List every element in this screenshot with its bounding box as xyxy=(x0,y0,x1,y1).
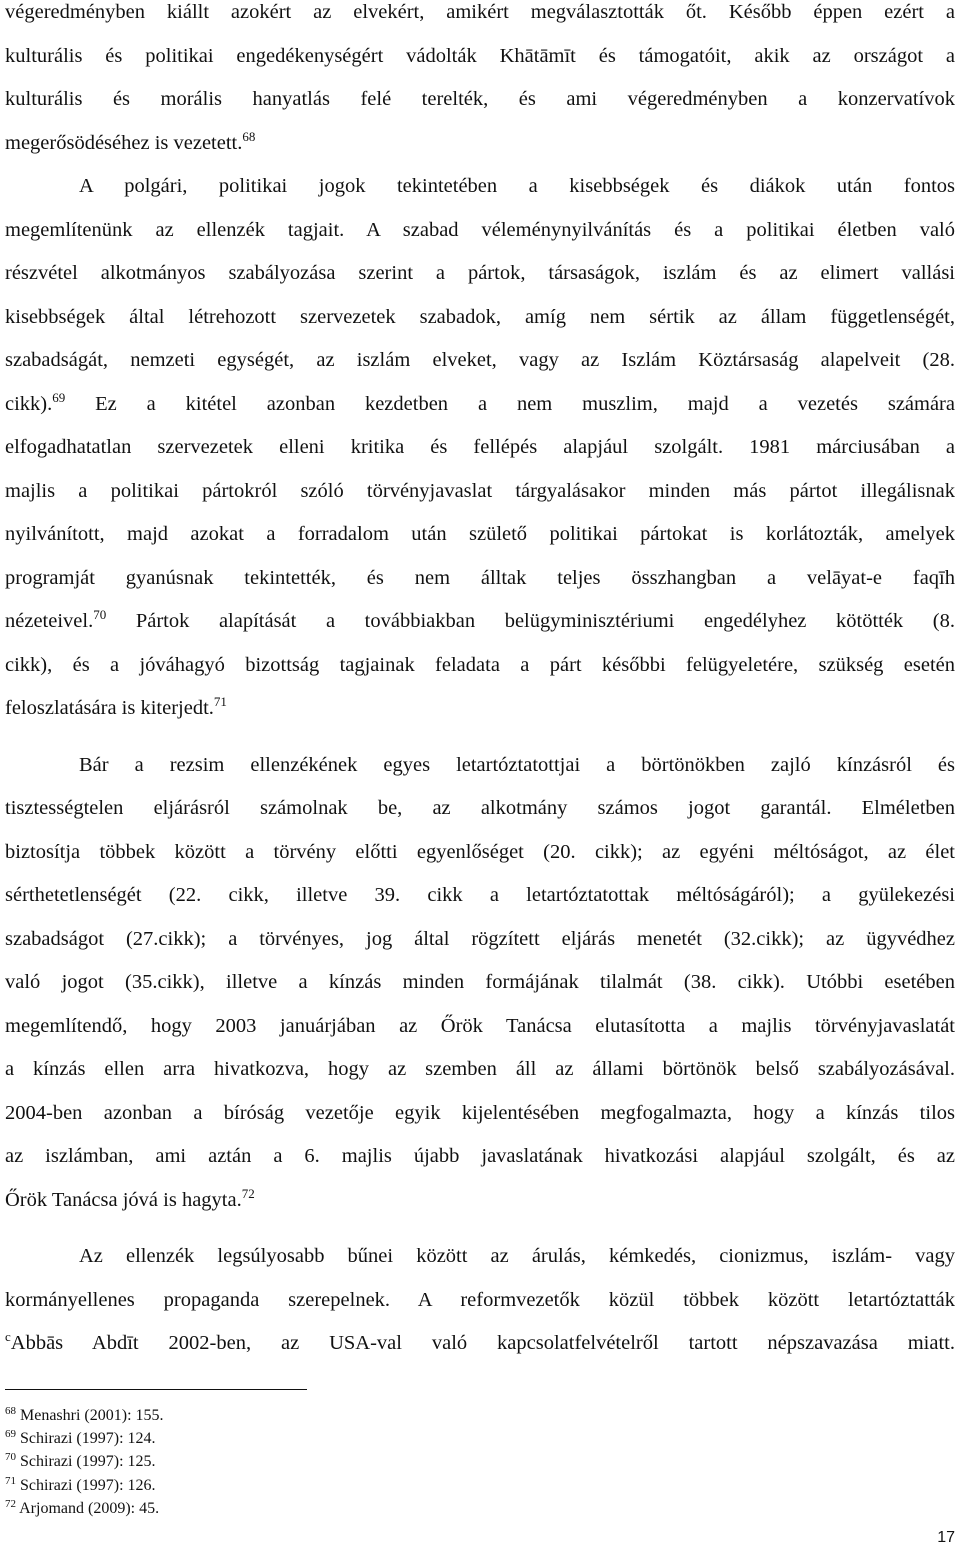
paragraph-1 xyxy=(5,0,955,165)
footnote-number: 72 xyxy=(5,1497,16,1510)
paragraph-3 xyxy=(5,744,955,1223)
text-segment: feloszlatására is kiterjedt. xyxy=(5,697,214,719)
footnote-text: Schirazi (1997): 124. xyxy=(16,1430,156,1448)
text-line: kulturális és politikai engedékenységért vádolták Khātāmīt és támogatóit, akik az országot a xyxy=(5,44,955,67)
footnote-text: Schirazi (1997): 126. xyxy=(16,1476,156,1494)
text-line: való jogot (35.cikk), illetve a kínzás minden formájának tilalmát (38. cikk). Utóbbi esetében xyxy=(5,971,955,993)
text-line: a kínzás ellen arra hivatkozva, hogy az szemben áll az állami börtönök belső szabályozásával. xyxy=(5,1058,955,1080)
text-line xyxy=(5,383,955,427)
text-line: szabadságát, nemzeti egységét, az iszlám elveket, vagy az Iszlám Köztársaság alapelveit (28. xyxy=(5,349,955,371)
text-line: nyilvánított, majd azokat a forradalom után születő politikai pártokat is korlátozták, amelyek xyxy=(5,523,955,545)
footnote-70 xyxy=(5,1450,605,1473)
text-segment: Ez a kitétel azonban kezdetben a nem muszlim, majd a vezetés számára xyxy=(65,392,955,415)
document-page xyxy=(5,0,955,1553)
text-line: biztosítja többek között a törvény előtti egyenlőséget (20. cikk); az egyéni méltóságot, az élet xyxy=(5,840,955,863)
footnote-number: 70 xyxy=(5,1451,16,1464)
footnotes xyxy=(5,1404,605,1520)
footnote-ref-71[interactable]: 71 xyxy=(213,694,227,709)
text-line: szabadságot (27.cikk); a törvényes, jog által rögzített eljárás menetét (32.cikk); az ügyvédhez xyxy=(5,927,955,950)
footnote-ref-70[interactable]: 70 xyxy=(93,607,107,622)
text-line: végeredményben kiállt azokért az elvekért, amikért megválasztották őt. Később éppen ezért a xyxy=(5,1,955,23)
text-line: Bár a rezsim ellenzékének egyes letartóztatottjai a börtönökben zajló kínzásról és xyxy=(79,753,955,776)
footnote-number: 71 xyxy=(5,1474,16,1487)
text-line: Az ellenzék legsúlyosabb bűnei között az árulás, kémkedés, cionizmus, iszlám- vagy xyxy=(79,1245,955,1267)
text-line: elfogadhatatlan szervezetek elleni kritika és fellépés alapjául szolgált. 1981 márciusában a xyxy=(5,436,955,458)
footnote-ref-69[interactable]: 69 xyxy=(52,389,66,405)
paragraph-2 xyxy=(5,165,955,731)
text-line: cikk), és a jóváhagyó bizottság tagjainak feladata a párt későbbi felügyeletére, szükség esetén xyxy=(5,653,955,676)
text-line: A polgári, politikai jogok tekintetében a kisebbségek és diákok után fontos xyxy=(79,175,955,197)
text-line: majlis a politikai pártokról szóló törvényjavaslat tárgyalásakor minden más pártot illegálisnak xyxy=(5,479,955,502)
footnote-69 xyxy=(5,1427,605,1450)
text-line xyxy=(5,1322,955,1366)
footnote-number: 69 xyxy=(5,1428,16,1441)
text-line: sérthetetlenségét (22. cikk, illetve 39. cikk a letartóztatottak méltóságáról); a gyülekezési xyxy=(5,884,955,906)
text-segment: cikk). xyxy=(5,392,53,415)
page-number: 17 xyxy=(937,1529,955,1546)
footnote-72 xyxy=(5,1497,605,1520)
footnote-number: 68 xyxy=(5,1405,16,1417)
text-line xyxy=(5,687,955,731)
text-line xyxy=(5,600,955,644)
footnote-ref-68[interactable]: 68 xyxy=(242,128,256,144)
text-line: kulturális és morális hanyatlás felé terelték, és ami végeredményben a konzervatívok xyxy=(5,88,955,110)
text-line: megemlítenünk az ellenzék tagjait. A szabad véleménynyilvánítás és a politikai életben való xyxy=(5,218,955,241)
text-line: megemlítendő, hogy 2003 januárjában az Őrök Tanácsa elutasította a majlis törvényjavaslatát xyxy=(5,1014,955,1037)
text-segment: Abbās Abdīt 2002-ben, az USA-val való kapcsolatfelvételről tartott népszavazása miatt. xyxy=(10,1332,955,1354)
text-line: az iszlámban, ami aztán a 6. majlis újabb javaslatának hivatkozási alapjául szolgált, és az xyxy=(5,1145,955,1167)
footnote-text: Arjomand (2009): 45. xyxy=(16,1499,160,1517)
text-line: tisztességtelen eljárásról számolnak be, az alkotmány számos jogot garantál. Elméletben xyxy=(5,797,955,819)
ayin-mark: c xyxy=(5,1329,11,1344)
text-line: kormányellenes propaganda szerepelnek. A reformvezetők közül többek között letartóztatták xyxy=(5,1288,955,1311)
footnote-68 xyxy=(5,1404,605,1427)
text-line: kisebbségek által létrehozott szervezetek szabadok, amíg nem sértik az állam függetlenségét, xyxy=(5,305,955,328)
text-segment: Pártok alapítását a továbbiakban belügyminisztériumi engedélyhez kötötték (8. xyxy=(106,610,955,632)
text-line: 2004-ben azonban a bíróság vezetője egyik kijelentésében megfogalmazta, hogy a kínzás tilos xyxy=(5,1101,955,1124)
text-line xyxy=(5,122,955,166)
body-text xyxy=(5,0,955,1366)
footnote-text: Menashri (2001): 155. xyxy=(16,1407,164,1424)
text-segment: megerősödéséhez is vezetett. xyxy=(5,131,243,154)
footnote-separator xyxy=(5,1389,307,1390)
text-line: részvétel alkotmányos szabályozása szerint a pártok, társaságok, iszlám és az elimert vallási xyxy=(5,262,955,284)
text-line xyxy=(5,1179,955,1223)
text-line: programját gyanúsnak tekintették, és nem álltak teljes összhangban a velāyat-e faqīh xyxy=(5,566,955,589)
text-segment: Őrök Tanácsa jóvá is hagyta. xyxy=(5,1188,242,1211)
paragraph-4 xyxy=(5,1235,955,1366)
text-segment: nézeteivel. xyxy=(5,610,94,632)
footnote-text: Schirazi (1997): 125. xyxy=(16,1453,156,1471)
footnote-71 xyxy=(5,1474,605,1497)
footnote-ref-72[interactable]: 72 xyxy=(241,1185,255,1201)
